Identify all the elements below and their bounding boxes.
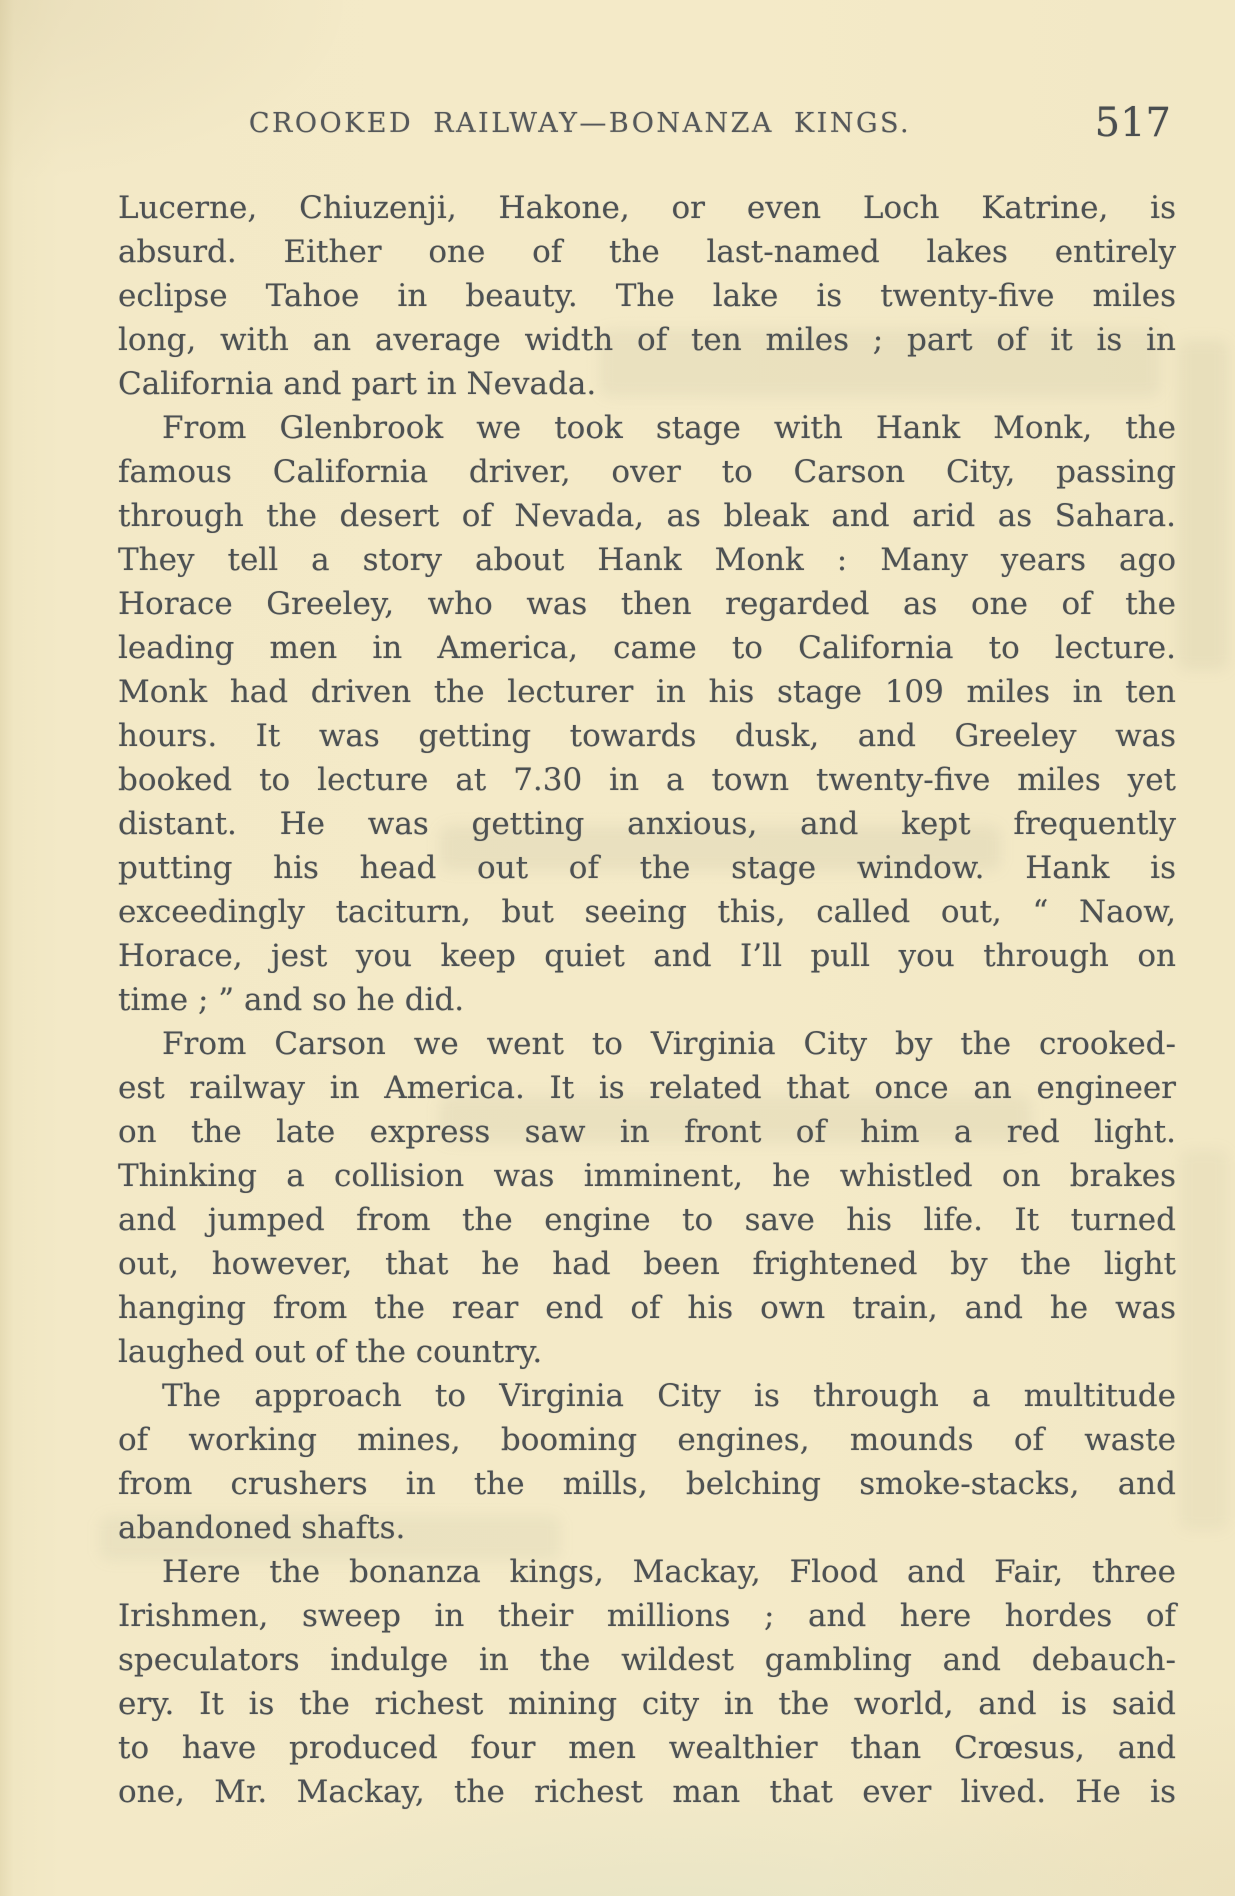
text-line: Horace, jest you keep quiet and I’ll pull you through on	[118, 938, 1176, 974]
text-line: laughed out of the country.	[118, 1334, 543, 1370]
text-line: Thinking a collision was imminent, he whistled on brakes	[118, 1158, 1176, 1194]
text-line: California and part in Nevada.	[118, 366, 597, 402]
text-line: From Carson we went to Virginia City by the crooked-	[162, 1026, 1176, 1062]
text-line: Monk had driven the lecturer in his stage 109 miles in ten	[118, 674, 1176, 710]
text-line: and jumped from the engine to save his life. It turned	[118, 1202, 1176, 1238]
text-line: ery. It is the richest mining city in the world, and is said	[118, 1686, 1176, 1722]
text-line: long, with an average width of ten miles ; part of it is in	[118, 322, 1176, 358]
text-line: abandoned shafts.	[118, 1510, 406, 1546]
text-line: absurd. Either one of the last-named lakes entirely	[118, 234, 1176, 270]
text-block	[118, 186, 1176, 1814]
text-line: eclipse Tahoe in beauty. The lake is twenty-five miles	[118, 278, 1176, 314]
text-line: They tell a story about Hank Monk : Many years ago	[118, 542, 1176, 578]
text-line: from crushers in the mills, belching smoke-stacks, and	[118, 1466, 1176, 1502]
text-line: time ; ” and so he did.	[118, 982, 465, 1018]
text-line: distant. He was getting anxious, and kept frequently	[118, 806, 1176, 842]
text-line: of working mines, booming engines, mounds of waste	[118, 1422, 1176, 1458]
text-line: est railway in America. It is related that once an engineer	[118, 1070, 1176, 1106]
paragraph	[118, 1550, 1176, 1814]
text-line: Lucerne, Chiuzenji, Hakone, or even Loch Katrine, is	[118, 190, 1176, 226]
text-line: hours. It was getting towards dusk, and Greeley was	[118, 718, 1176, 754]
paragraph	[118, 1374, 1176, 1550]
text-line: one, Mr. Mackay, the richest man that ever lived. He is	[118, 1774, 1176, 1810]
text-line: From Glenbrook we took stage with Hank Monk, the	[162, 410, 1176, 446]
text-line: famous California driver, over to Carson City, passing	[118, 454, 1176, 490]
text-line: on the late express saw in front of him a red light.	[118, 1114, 1176, 1150]
text-line: Irishmen, sweep in their millions ; and here hordes of	[118, 1598, 1176, 1634]
paragraph	[118, 186, 1176, 406]
page-number: 517	[1094, 100, 1171, 146]
text-line: through the desert of Nevada, as bleak and arid as Sahara.	[118, 498, 1176, 534]
text-line: Here the bonanza kings, Mackay, Flood and Fair, three	[162, 1554, 1176, 1590]
text-line: putting his head out of the stage window. Hank is	[118, 850, 1176, 886]
text-line: leading men in America, came to California to lecture.	[118, 630, 1176, 666]
text-line: booked to lecture at 7.30 in a town twenty-five miles yet	[118, 762, 1176, 798]
paragraph	[118, 406, 1176, 1022]
text-line: exceedingly taciturn, but seeing this, called out, “ Naow,	[118, 894, 1176, 930]
running-header-title: CROOKED RAILWAY—BONANZA KINGS.	[248, 108, 912, 139]
text-line: Horace Greeley, who was then regarded as one of the	[118, 586, 1176, 622]
show-through-artifact	[1178, 340, 1228, 670]
text-line: speculators indulge in the wildest gambling and debauch-	[118, 1642, 1176, 1678]
text-line: to have produced four men wealthier than Crœsus, and	[118, 1730, 1176, 1766]
text-line: out, however, that he had been frightened by the light	[118, 1246, 1176, 1282]
text-line: hanging from the rear end of his own train, and he was	[118, 1290, 1176, 1326]
show-through-artifact	[1180, 1150, 1228, 1530]
paragraph	[118, 1022, 1176, 1374]
text-line: The approach to Virginia City is through a multitude	[162, 1378, 1176, 1414]
